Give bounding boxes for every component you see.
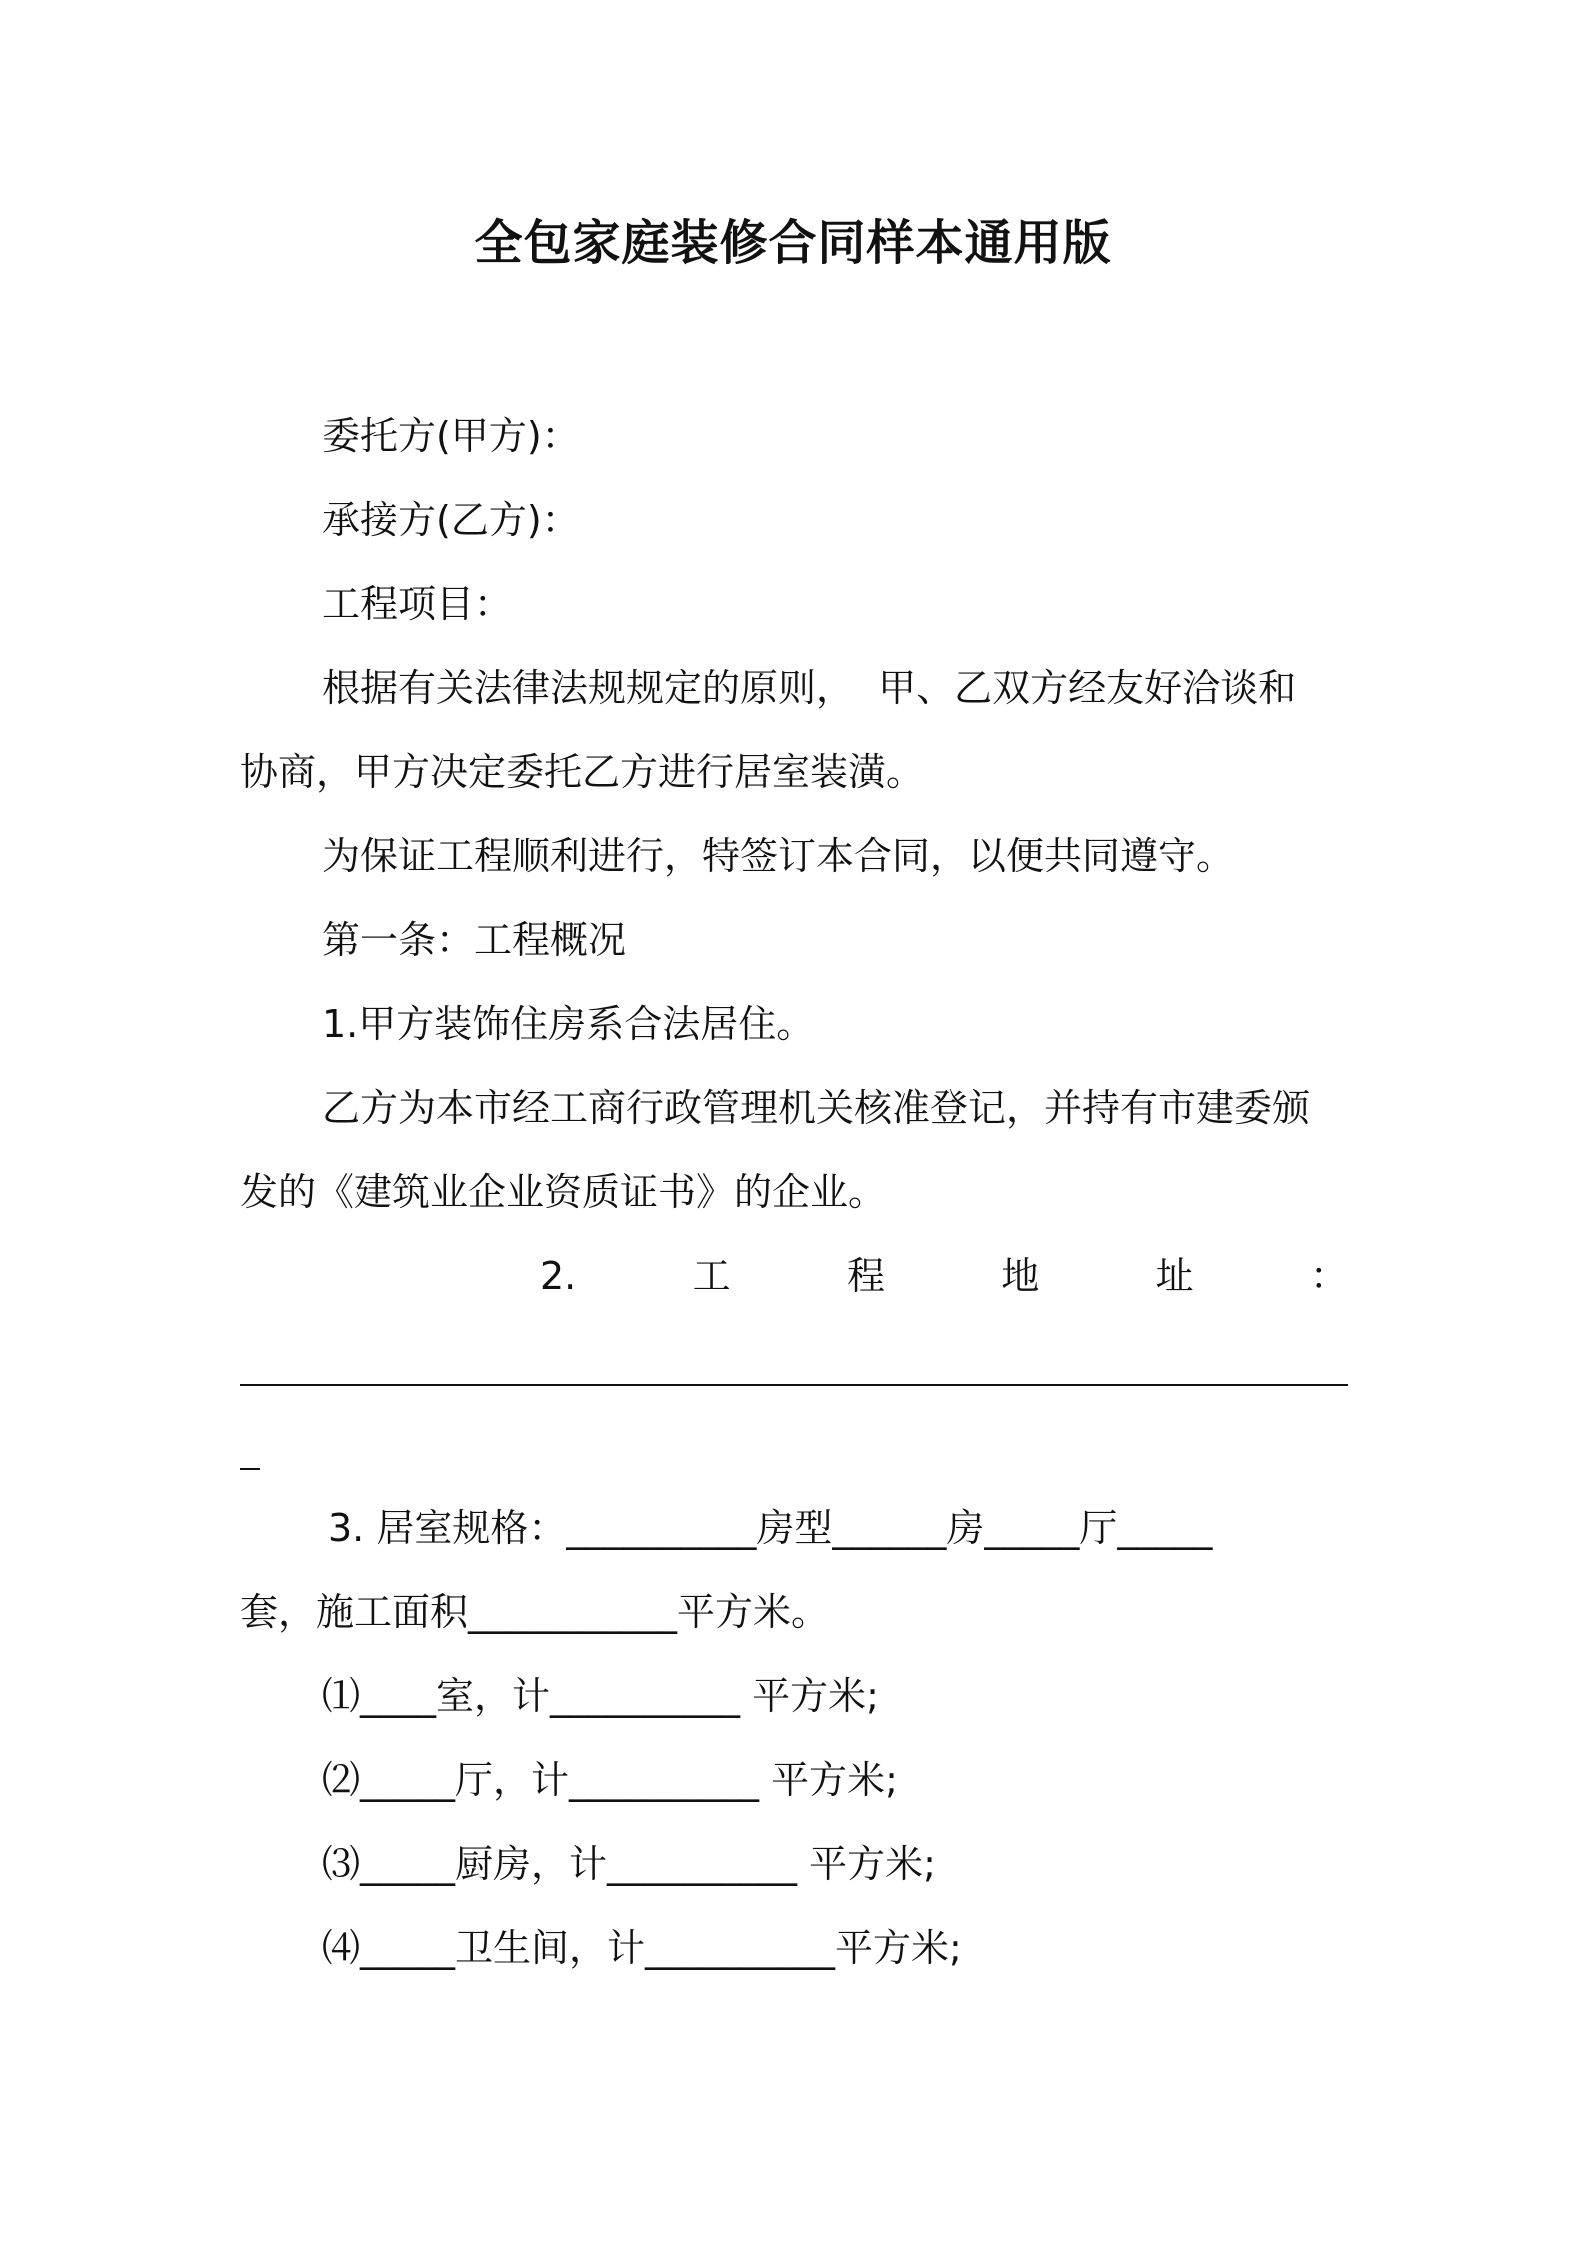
intro-paragraph-line-1: 根据有关法律法规规定的原则， 甲、乙双方经友好洽谈和 [322,666,1297,710]
qualification-paragraph-line-2: 发的《建筑业企业资质证书》的企业。 [240,1170,887,1214]
project-label: 工程项目： [322,582,513,626]
party-a-label: 委托方(甲方)： [322,414,580,458]
item-2-char: 程 [846,1254,885,1298]
document-title: 全包家庭装修合同样本通用版 [474,215,1112,271]
item-1: 1.甲方装饰住房系合法居住。 [322,1002,815,1046]
item-2-colon: ： [1309,1254,1348,1298]
sub-item-bathroom: ⑷_____卫生间，计__________平方米; [322,1926,962,1970]
item-3-line-1: 3. 居室规格：__________房型______房_____厅_____ [328,1506,1213,1550]
intro-paragraph-line-2: 协商，甲方决定委托乙方进行居室装潢。 [240,750,925,794]
party-b-label: 承接方(乙方)： [322,498,580,542]
item-2-char: 工 [692,1254,731,1298]
item-2-char: 址 [1155,1254,1194,1298]
purpose-paragraph: 为保证工程顺利进行，特签订本合同，以便共同遵守。 [322,834,1235,878]
item-2-address [540,1248,1348,1304]
sub-item-hall: ⑵_____厅，计__________ 平方米; [322,1758,898,1802]
address-blank-line [240,1384,1348,1386]
sub-item-kitchen: ⑶_____厨房，计__________ 平方米; [322,1842,936,1886]
sub-item-room: ⑴____室，计__________ 平方米; [322,1674,879,1718]
item-3-line-2: 套，施工面积___________平方米。 [240,1590,830,1634]
item-2-char: 地 [1001,1254,1040,1298]
qualification-paragraph-line-1: 乙方为本市经工商行政管理机关核准登记，并持有市建委颁 [322,1086,1311,1130]
item-2-number: 2. [540,1254,577,1298]
address-blank-line-continuation [240,1468,260,1470]
article-1-heading: 第一条：工程概况 [322,918,627,962]
